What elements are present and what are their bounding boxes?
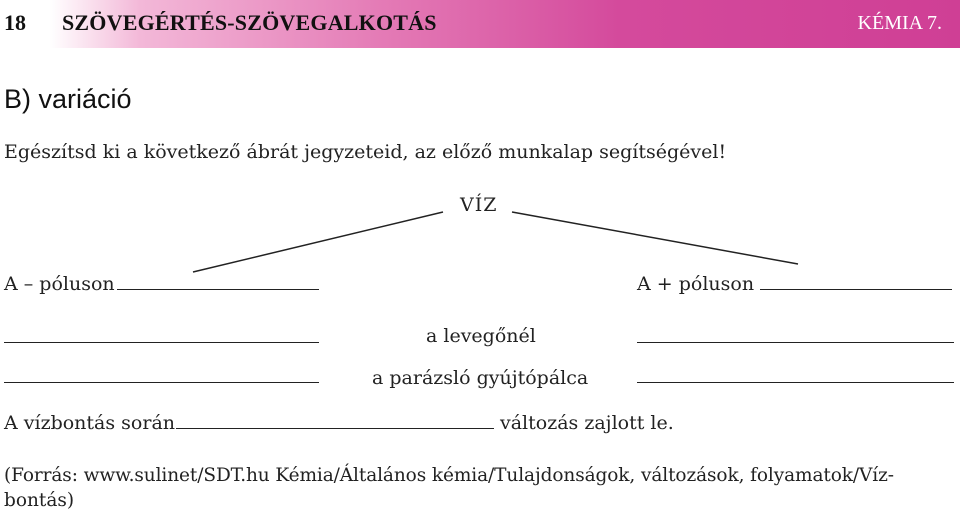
row2-label: a parázsló gyújtópálca [372, 367, 589, 389]
row1-label: a levegőnél [426, 325, 536, 347]
source-line-2: bontás) [4, 490, 75, 511]
right-branch-line [512, 212, 798, 264]
right-pole-label: A + póluson [637, 273, 755, 295]
left-pole-label: A – póluson [4, 273, 115, 295]
section-title: B) variáció [4, 84, 132, 114]
left-pole-blank[interactable] [117, 289, 319, 290]
page-number: 18 [4, 10, 26, 35]
source-line-1: (Forrás: www.sulinet/SDT.hu Kémia/Általános kémia/Tulajdonságok, változások, folyamatok/Víz- [4, 465, 894, 486]
instruction-text: Egészítsd ki a következő ábrát jegyzeteid, az előző munkalap segítségével! [4, 141, 727, 163]
left-row2-blank[interactable] [4, 382, 319, 383]
right-pole-blank[interactable] [760, 289, 952, 290]
sentence-start: A vízbontás során [4, 412, 176, 434]
right-row2-blank[interactable] [637, 382, 954, 383]
right-row1-blank[interactable] [637, 342, 954, 343]
subject-label: KÉMIA 7. [857, 12, 942, 34]
left-row1-blank[interactable] [4, 342, 319, 343]
sentence-blank[interactable] [176, 428, 494, 429]
sentence-end: változás zajlott le. [500, 412, 674, 434]
header-title: SZÖVEGÉRTÉS-SZÖVEGALKOTÁS [62, 10, 437, 35]
diagram-top-label: VÍZ [460, 194, 498, 216]
left-branch-line [193, 212, 443, 272]
